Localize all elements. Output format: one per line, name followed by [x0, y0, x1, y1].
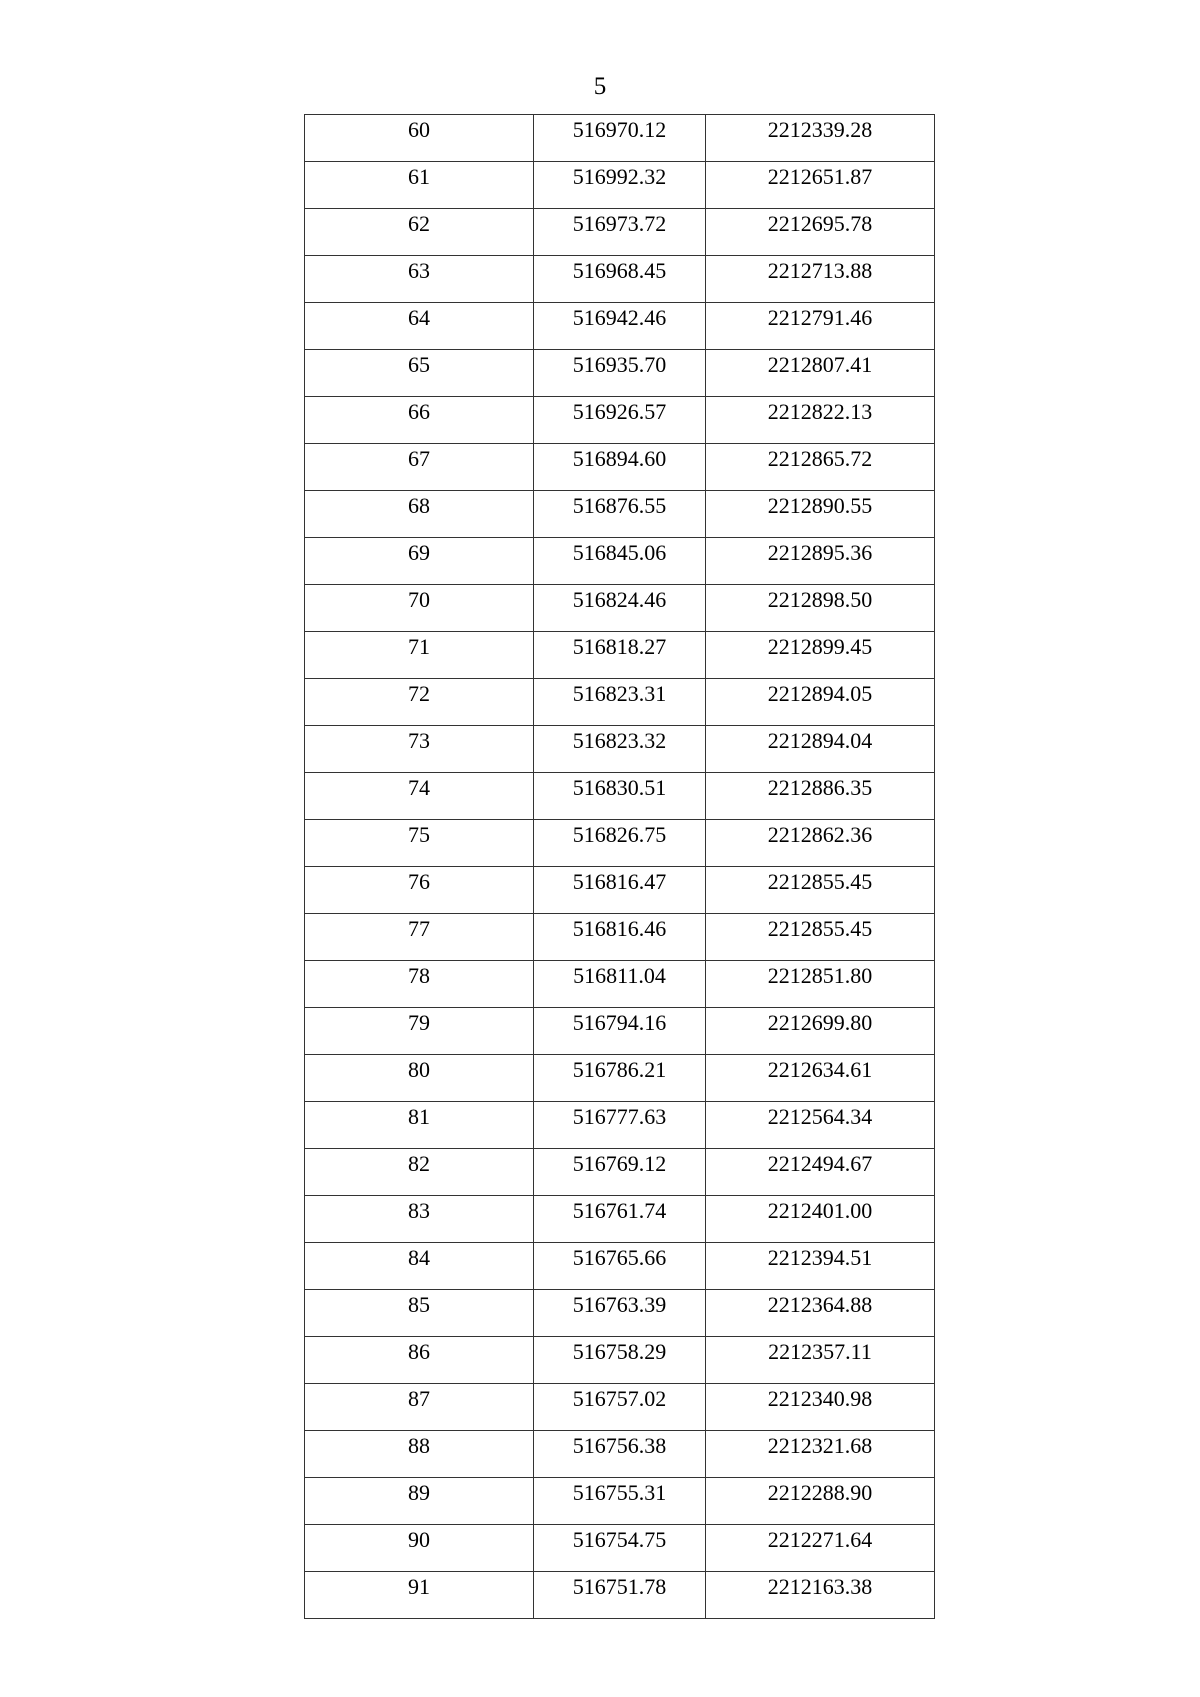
- table-row: [305, 303, 935, 350]
- point-number-cell-text: 63: [408, 258, 430, 283]
- x-coordinate-cell: [534, 867, 706, 914]
- y-coordinate-cell-text: 2212401.00: [767, 1198, 873, 1223]
- y-coordinate-cell: [706, 773, 935, 820]
- point-number-cell-text: 66: [408, 399, 430, 424]
- x-coordinate-cell: [534, 1431, 706, 1478]
- y-coordinate-cell-text: 2212886.35: [767, 775, 873, 800]
- x-coordinate-cell-text: 516765.66: [572, 1245, 667, 1270]
- table-row: [305, 585, 935, 632]
- point-number-cell: [305, 444, 534, 491]
- x-coordinate-cell-text: 516935.70: [572, 352, 667, 377]
- y-coordinate-cell: [706, 1572, 935, 1619]
- x-coordinate-cell: [534, 303, 706, 350]
- x-coordinate-cell: [534, 538, 706, 585]
- y-coordinate-cell-text: 2212895.36: [767, 540, 873, 565]
- x-coordinate-cell-text: 516761.74: [572, 1198, 667, 1223]
- y-coordinate-cell: [706, 1478, 935, 1525]
- point-number-cell-text: 71: [408, 634, 430, 659]
- point-number-cell-text: 65: [408, 352, 430, 377]
- x-coordinate-cell: [534, 726, 706, 773]
- point-number-cell-text: 64: [408, 305, 430, 330]
- table-row: [305, 350, 935, 397]
- y-coordinate-cell-text: 2212862.36: [767, 822, 873, 847]
- x-coordinate-cell-text: 516973.72: [572, 211, 667, 236]
- x-coordinate-cell-text: 516794.16: [572, 1010, 667, 1035]
- y-coordinate-cell-text: 2212807.41: [767, 352, 873, 377]
- table-row: [305, 679, 935, 726]
- point-number-cell: [305, 1290, 534, 1337]
- x-coordinate-cell-text: 516751.78: [572, 1574, 667, 1599]
- table-row: [305, 1572, 935, 1619]
- point-number-cell: [305, 1572, 534, 1619]
- y-coordinate-cell-text: 2212699.80: [767, 1010, 873, 1035]
- point-number-cell: [305, 1055, 534, 1102]
- y-coordinate-cell-text: 2212695.78: [767, 211, 873, 236]
- y-coordinate-cell-text: 2212899.45: [767, 634, 873, 659]
- y-coordinate-cell: [706, 1290, 935, 1337]
- x-coordinate-cell: [534, 1384, 706, 1431]
- y-coordinate-cell: [706, 1243, 935, 1290]
- y-coordinate-cell-text: 2212634.61: [767, 1057, 873, 1082]
- point-number-cell: [305, 914, 534, 961]
- x-coordinate-cell: [534, 679, 706, 726]
- y-coordinate-cell-text: 2212339.28: [767, 117, 873, 142]
- x-coordinate-cell: [534, 773, 706, 820]
- table-row: [305, 115, 935, 162]
- point-number-cell: [305, 1384, 534, 1431]
- point-number-cell-text: 76: [408, 869, 430, 894]
- x-coordinate-cell-text: 516826.75: [572, 822, 667, 847]
- y-coordinate-cell: [706, 914, 935, 961]
- point-number-cell: [305, 303, 534, 350]
- point-number-cell-text: 78: [408, 963, 430, 988]
- point-number-cell: [305, 1337, 534, 1384]
- y-coordinate-cell: [706, 1337, 935, 1384]
- y-coordinate-cell: [706, 538, 935, 585]
- y-coordinate-cell-text: 2212271.64: [767, 1527, 873, 1552]
- y-coordinate-cell-text: 2212357.11: [768, 1339, 872, 1364]
- table-body: [305, 115, 935, 1619]
- table-row: [305, 1055, 935, 1102]
- y-coordinate-cell: [706, 444, 935, 491]
- table-row: [305, 1102, 935, 1149]
- y-coordinate-cell-text: 2212288.90: [767, 1480, 873, 1505]
- table-row: [305, 538, 935, 585]
- y-coordinate-cell-text: 2212394.51: [767, 1245, 873, 1270]
- table-row: [305, 726, 935, 773]
- table-row: [305, 820, 935, 867]
- y-coordinate-cell-text: 2212651.87: [767, 164, 873, 189]
- point-number-cell: [305, 1149, 534, 1196]
- x-coordinate-cell-text: 516926.57: [572, 399, 667, 424]
- point-number-cell-text: 68: [408, 493, 430, 518]
- x-coordinate-cell-text: 516845.06: [572, 540, 667, 565]
- point-number-cell-text: 75: [408, 822, 430, 847]
- y-coordinate-cell: [706, 491, 935, 538]
- y-coordinate-cell: [706, 115, 935, 162]
- point-number-cell-text: 91: [408, 1574, 430, 1599]
- x-coordinate-cell: [534, 1055, 706, 1102]
- y-coordinate-cell-text: 2212855.45: [767, 869, 873, 894]
- point-number-cell: [305, 1243, 534, 1290]
- y-coordinate-cell: [706, 1008, 935, 1055]
- y-coordinate-cell: [706, 632, 935, 679]
- point-number-cell-text: 86: [408, 1339, 430, 1364]
- y-coordinate-cell: [706, 1196, 935, 1243]
- point-number-cell: [305, 1008, 534, 1055]
- x-coordinate-cell-text: 516818.27: [572, 634, 667, 659]
- table-row: [305, 1149, 935, 1196]
- x-coordinate-cell-text: 516816.46: [572, 916, 667, 941]
- x-coordinate-cell: [534, 1290, 706, 1337]
- point-number-cell: [305, 961, 534, 1008]
- x-coordinate-cell: [534, 961, 706, 1008]
- y-coordinate-cell-text: 2212890.55: [767, 493, 873, 518]
- table-row: [305, 1337, 935, 1384]
- x-coordinate-cell-text: 516816.47: [572, 869, 667, 894]
- point-number-cell: [305, 867, 534, 914]
- point-number-cell: [305, 256, 534, 303]
- x-coordinate-cell: [534, 209, 706, 256]
- point-number-cell-text: 62: [408, 211, 430, 236]
- point-number-cell: [305, 1196, 534, 1243]
- x-coordinate-cell-text: 516754.75: [572, 1527, 667, 1552]
- page-number: 5: [593, 73, 607, 100]
- point-number-cell: [305, 1525, 534, 1572]
- point-number-cell: [305, 162, 534, 209]
- point-number-cell-text: 89: [408, 1480, 430, 1505]
- x-coordinate-cell-text: 516757.02: [572, 1386, 667, 1411]
- y-coordinate-cell: [706, 1431, 935, 1478]
- table-row: [305, 444, 935, 491]
- y-coordinate-cell-text: 2212855.45: [767, 916, 873, 941]
- y-coordinate-cell: [706, 867, 935, 914]
- x-coordinate-cell-text: 516756.38: [572, 1433, 667, 1458]
- point-number-cell-text: 69: [408, 540, 430, 565]
- table-row: [305, 1431, 935, 1478]
- x-coordinate-cell-text: 516811.04: [573, 963, 666, 988]
- table-row: [305, 397, 935, 444]
- point-number-cell-text: 81: [408, 1104, 430, 1129]
- point-number-cell-text: 82: [408, 1151, 430, 1176]
- point-number-cell-text: 74: [408, 775, 430, 800]
- table-row: [305, 914, 935, 961]
- x-coordinate-cell: [534, 585, 706, 632]
- point-number-cell-text: 85: [408, 1292, 430, 1317]
- table-row: [305, 1525, 935, 1572]
- point-number-cell-text: 87: [408, 1386, 430, 1411]
- table-row: [305, 209, 935, 256]
- y-coordinate-cell: [706, 1525, 935, 1572]
- point-number-cell: [305, 115, 534, 162]
- y-coordinate-cell: [706, 350, 935, 397]
- y-coordinate-cell: [706, 1384, 935, 1431]
- y-coordinate-cell: [706, 209, 935, 256]
- y-coordinate-cell-text: 2212894.05: [767, 681, 873, 706]
- y-coordinate-cell: [706, 303, 935, 350]
- table-row: [305, 1008, 935, 1055]
- x-coordinate-cell-text: 516824.46: [572, 587, 667, 612]
- x-coordinate-cell-text: 516755.31: [572, 1480, 667, 1505]
- x-coordinate-cell: [534, 1008, 706, 1055]
- point-number-cell-text: 72: [408, 681, 430, 706]
- point-number-cell-text: 70: [408, 587, 430, 612]
- x-coordinate-cell-text: 516769.12: [572, 1151, 667, 1176]
- y-coordinate-cell-text: 2212163.38: [767, 1574, 873, 1599]
- table-row: [305, 1478, 935, 1525]
- point-number-cell: [305, 1478, 534, 1525]
- x-coordinate-cell: [534, 820, 706, 867]
- point-number-cell-text: 90: [408, 1527, 430, 1552]
- point-number-cell: [305, 350, 534, 397]
- y-coordinate-cell-text: 2212822.13: [767, 399, 873, 424]
- table-row: [305, 867, 935, 914]
- point-number-cell-text: 67: [408, 446, 430, 471]
- table-row: [305, 1196, 935, 1243]
- y-coordinate-cell: [706, 162, 935, 209]
- x-coordinate-cell-text: 516777.63: [572, 1104, 667, 1129]
- x-coordinate-cell: [534, 1196, 706, 1243]
- y-coordinate-cell: [706, 1055, 935, 1102]
- y-coordinate-cell: [706, 397, 935, 444]
- x-coordinate-cell: [534, 162, 706, 209]
- y-coordinate-cell: [706, 1149, 935, 1196]
- table-row: [305, 961, 935, 1008]
- point-number-cell-text: 77: [408, 916, 430, 941]
- x-coordinate-cell-text: 516786.21: [572, 1057, 667, 1082]
- table-row: [305, 491, 935, 538]
- x-coordinate-cell: [534, 1102, 706, 1149]
- table-row: [305, 256, 935, 303]
- x-coordinate-cell: [534, 914, 706, 961]
- x-coordinate-cell-text: 516823.32: [572, 728, 667, 753]
- y-coordinate-cell-text: 2212364.88: [767, 1292, 873, 1317]
- x-coordinate-cell: [534, 444, 706, 491]
- table-row: [305, 1290, 935, 1337]
- point-number-cell: [305, 820, 534, 867]
- x-coordinate-cell-text: 516968.45: [572, 258, 667, 283]
- point-number-cell: [305, 632, 534, 679]
- point-number-cell: [305, 726, 534, 773]
- x-coordinate-cell: [534, 115, 706, 162]
- x-coordinate-cell: [534, 1525, 706, 1572]
- y-coordinate-cell: [706, 726, 935, 773]
- y-coordinate-cell-text: 2212564.34: [767, 1104, 873, 1129]
- table-row: [305, 773, 935, 820]
- point-number-cell-text: 80: [408, 1057, 430, 1082]
- x-coordinate-cell-text: 516942.46: [572, 305, 667, 330]
- x-coordinate-cell-text: 516992.32: [572, 164, 667, 189]
- y-coordinate-cell: [706, 585, 935, 632]
- x-coordinate-cell-text: 516970.12: [572, 117, 667, 142]
- point-number-cell: [305, 773, 534, 820]
- table-row: [305, 162, 935, 209]
- y-coordinate-cell: [706, 961, 935, 1008]
- table-row: [305, 632, 935, 679]
- x-coordinate-cell-text: 516823.31: [572, 681, 667, 706]
- table-row: [305, 1384, 935, 1431]
- y-coordinate-cell-text: 2212894.04: [767, 728, 873, 753]
- x-coordinate-cell: [534, 256, 706, 303]
- point-number-cell: [305, 585, 534, 632]
- point-number-cell: [305, 538, 534, 585]
- y-coordinate-cell: [706, 256, 935, 303]
- x-coordinate-cell: [534, 632, 706, 679]
- x-coordinate-cell-text: 516876.55: [572, 493, 667, 518]
- point-number-cell: [305, 1102, 534, 1149]
- y-coordinate-cell-text: 2212340.98: [767, 1386, 873, 1411]
- y-coordinate-cell-text: 2212713.88: [767, 258, 873, 283]
- x-coordinate-cell-text: 516763.39: [572, 1292, 667, 1317]
- y-coordinate-cell: [706, 1102, 935, 1149]
- y-coordinate-cell-text: 2212791.46: [767, 305, 873, 330]
- point-number-cell-text: 88: [408, 1433, 430, 1458]
- x-coordinate-cell: [534, 491, 706, 538]
- y-coordinate-cell-text: 2212321.68: [767, 1433, 873, 1458]
- x-coordinate-cell: [534, 397, 706, 444]
- y-coordinate-cell: [706, 820, 935, 867]
- x-coordinate-cell: [534, 1149, 706, 1196]
- x-coordinate-cell: [534, 1478, 706, 1525]
- x-coordinate-cell: [534, 1572, 706, 1619]
- point-number-cell-text: 79: [408, 1010, 430, 1035]
- x-coordinate-cell: [534, 350, 706, 397]
- y-coordinate-cell-text: 2212898.50: [767, 587, 873, 612]
- point-number-cell-text: 60: [408, 117, 430, 142]
- point-number-cell-text: 61: [408, 164, 430, 189]
- point-number-cell: [305, 209, 534, 256]
- x-coordinate-cell-text: 516894.60: [572, 446, 667, 471]
- y-coordinate-cell-text: 2212865.72: [767, 446, 873, 471]
- point-number-cell-text: 83: [408, 1198, 430, 1223]
- point-number-cell-text: 73: [408, 728, 430, 753]
- point-number-cell: [305, 679, 534, 726]
- x-coordinate-cell-text: 516758.29: [572, 1339, 667, 1364]
- x-coordinate-cell: [534, 1243, 706, 1290]
- table-row: [305, 1243, 935, 1290]
- y-coordinate-cell-text: 2212851.80: [767, 963, 873, 988]
- point-number-cell: [305, 491, 534, 538]
- point-number-cell: [305, 397, 534, 444]
- point-number-cell: [305, 1431, 534, 1478]
- x-coordinate-cell: [534, 1337, 706, 1384]
- point-number-cell-text: 84: [408, 1245, 430, 1270]
- y-coordinate-cell-text: 2212494.67: [767, 1151, 873, 1176]
- x-coordinate-cell-text: 516830.51: [572, 775, 667, 800]
- coordinate-table: [304, 114, 935, 1619]
- y-coordinate-cell: [706, 679, 935, 726]
